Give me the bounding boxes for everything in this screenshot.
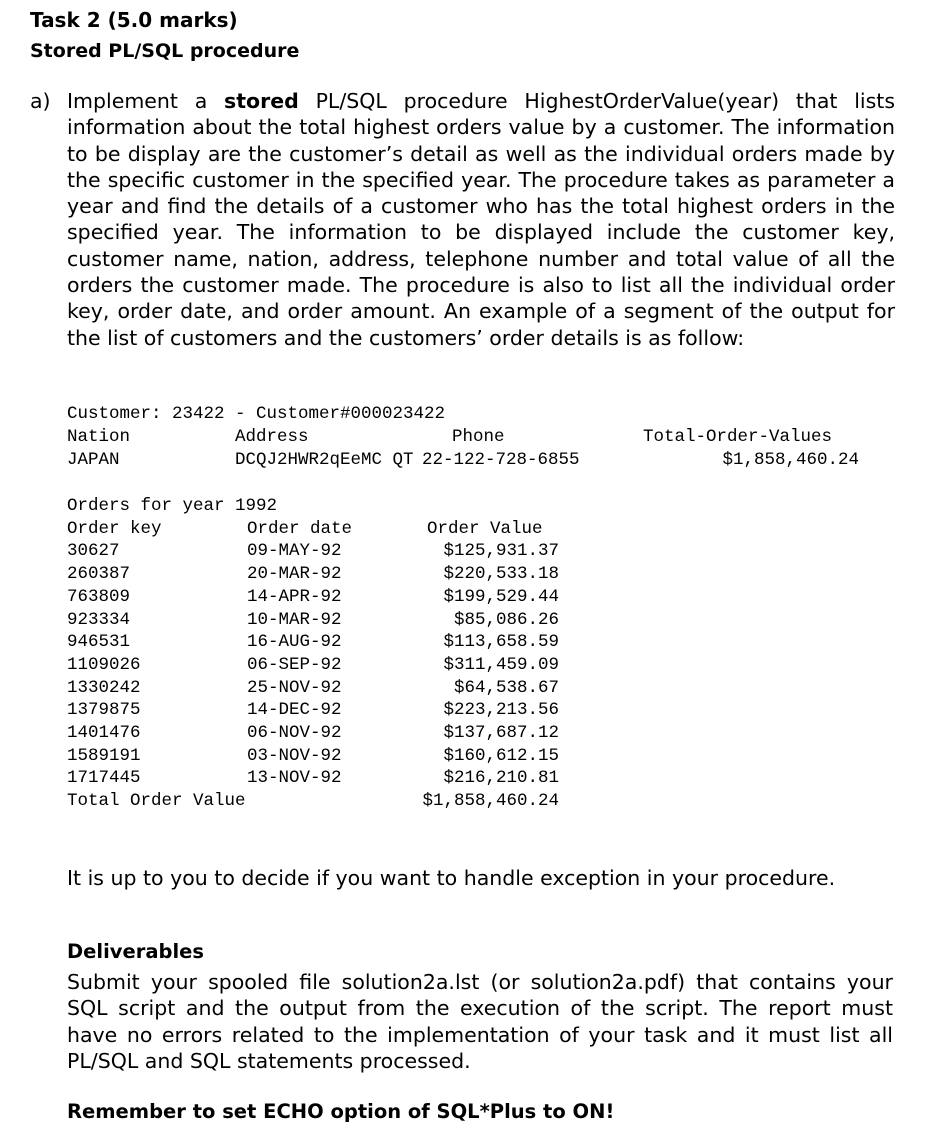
- order-value: $160,612.15: [443, 746, 559, 766]
- question-body: [67, 88, 895, 351]
- order-row: [67, 587, 867, 610]
- order-value: $216,210.81: [443, 768, 559, 788]
- order-row: [67, 610, 867, 633]
- order-row: [67, 678, 867, 701]
- order-key: 1379875: [67, 700, 141, 720]
- order-date: 25-NOV-92: [247, 678, 342, 698]
- order-header-value: Order Value: [427, 519, 543, 539]
- header-nation: Nation: [67, 427, 131, 447]
- order-key: 30627: [67, 541, 120, 561]
- total-row: [67, 791, 867, 814]
- order-value: $311,459.09: [443, 655, 559, 675]
- order-value: $223,213.56: [443, 700, 559, 720]
- remember-note: Remember to set ECHO option of SQL*Plus to ON!: [67, 1100, 615, 1123]
- order-date: 20-MAR-92: [247, 564, 342, 584]
- order-date: 14-APR-92: [247, 587, 342, 607]
- order-date: 03-NOV-92: [247, 746, 342, 766]
- order-key: 1717445: [67, 768, 141, 788]
- order-date: 14-DEC-92: [247, 700, 342, 720]
- order-row: [67, 564, 867, 587]
- order-date: 13-NOV-92: [247, 768, 342, 788]
- sample-output: [67, 404, 867, 824]
- header-phone: Phone: [452, 427, 505, 447]
- total-value: $1,858,460.24: [422, 791, 559, 811]
- order-date: 16-AUG-92: [247, 632, 342, 652]
- order-date: 09-MAY-92: [247, 541, 342, 561]
- order-key: 1589191: [67, 746, 141, 766]
- question-label: a): [30, 89, 51, 113]
- order-value: $199,529.44: [443, 587, 559, 607]
- customer-line: Customer: 23422 - Customer#000023422: [67, 404, 446, 424]
- exception-note: It is up to you to decide if you want to handle exception in your procedure.: [67, 866, 836, 890]
- task-title: Task 2 (5.0 marks): [30, 8, 238, 32]
- total-label: Total Order Value: [67, 791, 246, 811]
- value-address: DCQJ2HWR2qEeMC QT: [235, 450, 414, 470]
- value-phone: 22-122-728-6855: [422, 450, 580, 470]
- order-date: 10-MAR-92: [247, 610, 342, 630]
- order-key: 260387: [67, 564, 131, 584]
- orders-title: Orders for year 1992: [67, 496, 278, 516]
- order-value: $64,538.67: [453, 678, 559, 698]
- deliverables-heading: Deliverables: [67, 940, 204, 963]
- order-row: [67, 768, 867, 791]
- order-key: 1330242: [67, 678, 141, 698]
- order-header-key: Order key: [67, 519, 162, 539]
- order-value: $125,931.37: [443, 541, 559, 561]
- order-key: 946531: [67, 632, 131, 652]
- order-row: [67, 541, 867, 564]
- task-subtitle: Stored PL/SQL procedure: [30, 40, 300, 62]
- order-key: 923334: [67, 610, 131, 630]
- order-key: 1401476: [67, 723, 141, 743]
- value-total: $1,858,460.24: [722, 450, 859, 470]
- order-value: $85,086.26: [453, 610, 559, 630]
- order-row: [67, 655, 867, 678]
- order-date: 06-NOV-92: [247, 723, 342, 743]
- order-value: $220,533.18: [443, 564, 559, 584]
- question-bold-word: stored: [224, 89, 299, 113]
- order-row: [67, 700, 867, 723]
- order-value: $137,687.12: [443, 723, 559, 743]
- order-row: [67, 746, 867, 769]
- deliverables-text: Submit your spooled file solution2a.lst (or solution2a.pdf) that contains your SQL script and the output from the execution of the script. The report must have no errors related to the implementation of your task and it must list all PL/SQL and SQL statements processed.: [67, 970, 893, 1073]
- order-date: 06-SEP-92: [247, 655, 342, 675]
- order-header-date: Order date: [247, 519, 353, 539]
- order-key: 1109026: [67, 655, 141, 675]
- order-row: [67, 632, 867, 655]
- question-text-start: Implement a: [67, 89, 225, 113]
- question-text-rest: PL/SQL procedure HighestOrderValue(year) that lists information about the total highest orders value by a customer. The information to be display are the customer’s detail as well as the individual orders made by the specific customer in the specified year. The procedure takes as parameter a year and find the details of a customer who has the total highest orders in the specified year. The information to be displayed include the customer key, customer name, nation, address, telephone number and total value of all the orders the customer made. The procedure is also to list all the individual order key, order date, and order amount. An example of a segment of the output for the list of customers and the customers’ order details is as follow:: [67, 89, 895, 350]
- question-paragraph: [30, 88, 895, 351]
- order-key: 763809: [67, 587, 131, 607]
- header-total: Total-Order-Values: [643, 427, 833, 447]
- header-address: Address: [235, 427, 309, 447]
- order-value: $113,658.59: [443, 632, 559, 652]
- value-nation: JAPAN: [67, 450, 120, 470]
- order-row: [67, 723, 867, 746]
